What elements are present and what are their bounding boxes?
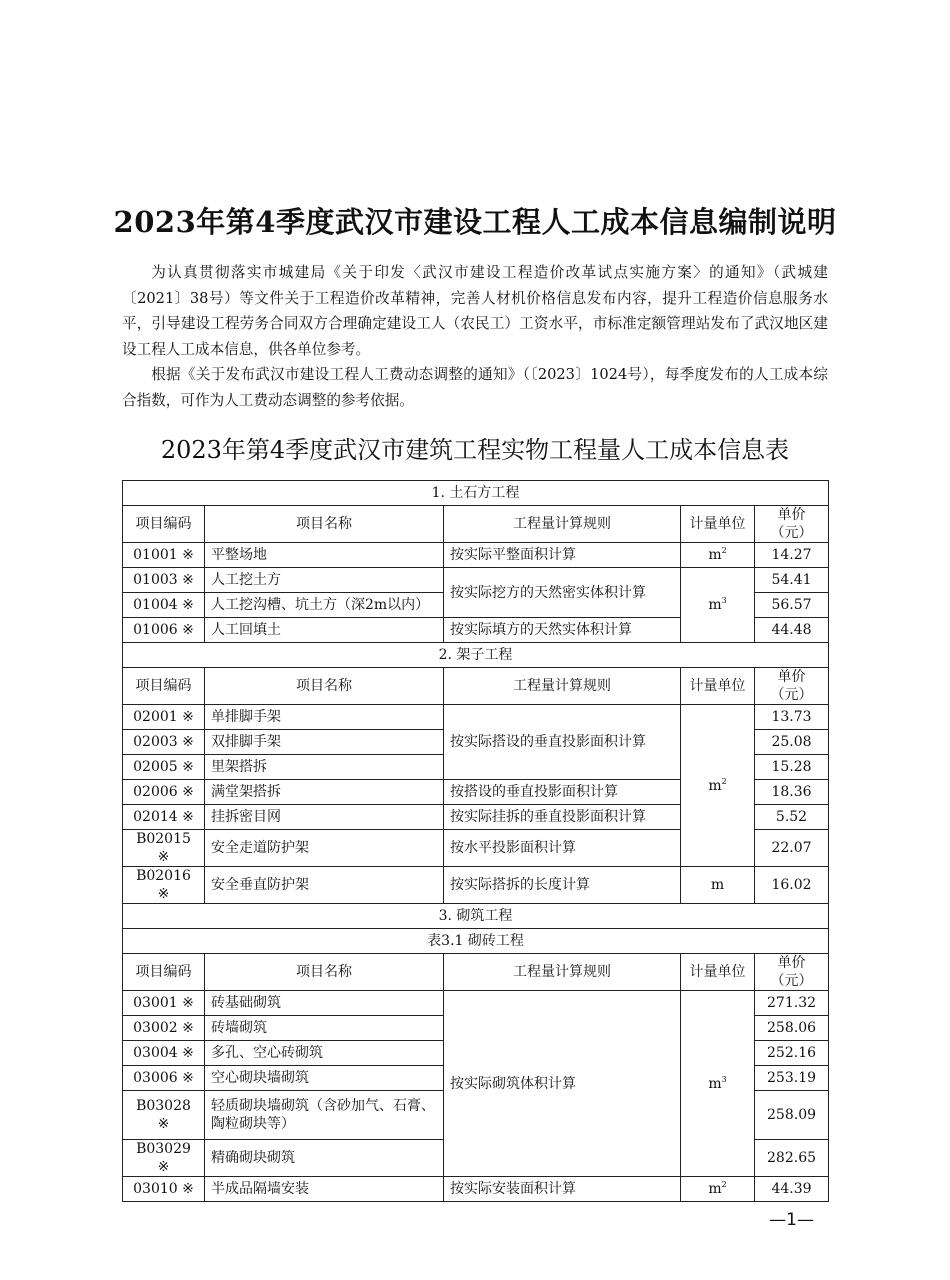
table-row: [123, 867, 829, 904]
document-title: 2023年第4季度武汉市建设工程人工成本信息编制说明: [113, 205, 837, 239]
header-price: 单价（元）: [755, 668, 829, 705]
table-row: [123, 1177, 829, 1202]
item-price: 258.09: [755, 1091, 829, 1140]
header-unit: 计量单位: [681, 668, 755, 705]
item-name: 半成品隔墙安装: [205, 1177, 444, 1202]
item-name: 轻质砌块墙砌筑（含砂加气、石膏、陶粒砌块等）: [205, 1091, 444, 1140]
header-price: 单价（元）: [755, 954, 829, 991]
column-header-row: [123, 954, 829, 991]
item-price: 13.73: [755, 705, 829, 730]
item-code: 02003 ※: [123, 730, 205, 755]
subsection-header-row: [123, 929, 829, 954]
item-name: 单排脚手架: [205, 705, 444, 730]
item-code: 02014 ※: [123, 805, 205, 830]
item-name: 满堂架搭拆: [205, 780, 444, 805]
item-rule: 按实际挂拆的垂直投影面积计算: [444, 805, 681, 830]
item-code: B03029 ※: [123, 1140, 205, 1177]
item-rule: 按实际挖方的天然密实体积计算: [444, 568, 681, 618]
item-name: 双排脚手架: [205, 730, 444, 755]
header-rule: 工程量计算规则: [444, 506, 681, 543]
item-price: 18.36: [755, 780, 829, 805]
subsection-title: 表3.1 砌砖工程: [123, 929, 829, 954]
item-price: 16.02: [755, 867, 829, 904]
section-title: 3. 砌筑工程: [123, 904, 829, 929]
item-rule: 按实际搭设的垂直投影面积计算: [444, 705, 681, 780]
item-name: 人工回填土: [205, 618, 444, 643]
item-code: 02006 ※: [123, 780, 205, 805]
table-row: [123, 543, 829, 568]
item-code: 02001 ※: [123, 705, 205, 730]
table-row: [123, 991, 829, 1016]
item-price: 271.32: [755, 991, 829, 1016]
header-name: 项目名称: [205, 954, 444, 991]
item-price: 56.57: [755, 593, 829, 618]
header-code: 项目编码: [123, 954, 205, 991]
item-code: 01004 ※: [123, 593, 205, 618]
item-name: 挂拆密目网: [205, 805, 444, 830]
intro-paragraph-2: 根据《关于发布武汉市建设工程人工费动态调整的通知》（〔2023〕1024号），每季度发布的人工成本综合指数，可作为人工费动态调整的参考依据。: [122, 366, 828, 409]
item-name: 空心砌块墙砌筑: [205, 1066, 444, 1091]
item-name: 安全走道防护架: [205, 830, 444, 867]
item-name: 平整场地: [205, 543, 444, 568]
item-price: 22.07: [755, 830, 829, 867]
item-unit: $m^3$: [681, 991, 755, 1177]
item-code: 01006 ※: [123, 618, 205, 643]
item-price: 14.27: [755, 543, 829, 568]
page-number: —1—: [769, 1210, 814, 1230]
item-price: 252.16: [755, 1041, 829, 1066]
header-name: 项目名称: [205, 506, 444, 543]
item-code: B03028 ※: [123, 1091, 205, 1140]
header-name: 项目名称: [205, 668, 444, 705]
item-name: 砖墙砌筑: [205, 1016, 444, 1041]
item-rule: 按实际安装面积计算: [444, 1177, 681, 1202]
item-code: 01001 ※: [123, 543, 205, 568]
item-price: 25.08: [755, 730, 829, 755]
item-price: 253.19: [755, 1066, 829, 1091]
item-name: 里架搭拆: [205, 755, 444, 780]
item-unit: $m^2$: [681, 1177, 755, 1202]
column-header-row: [123, 506, 829, 543]
item-name: 砖基础砌筑: [205, 991, 444, 1016]
item-code: 03004 ※: [123, 1041, 205, 1066]
header-code: 项目编码: [123, 668, 205, 705]
item-code: 03002 ※: [123, 1016, 205, 1041]
item-code: B02016 ※: [123, 867, 205, 904]
item-name: 多孔、空心砖砌筑: [205, 1041, 444, 1066]
item-price: 54.41: [755, 568, 829, 593]
labor-cost-table: [122, 480, 829, 1202]
item-price: 15.28: [755, 755, 829, 780]
item-rule: 按实际平整面积计算: [444, 543, 681, 568]
item-code: 03001 ※: [123, 991, 205, 1016]
header-unit: 计量单位: [681, 506, 755, 543]
header-unit: 计量单位: [681, 954, 755, 991]
item-rule: 按实际填方的天然实体积计算: [444, 618, 681, 643]
item-code: 03006 ※: [123, 1066, 205, 1091]
item-price: 5.52: [755, 805, 829, 830]
item-code: 03010 ※: [123, 1177, 205, 1202]
header-code: 项目编码: [123, 506, 205, 543]
header-price: 单价（元）: [755, 506, 829, 543]
item-price: 258.06: [755, 1016, 829, 1041]
item-price: 282.65: [755, 1140, 829, 1177]
item-code: 01003 ※: [123, 568, 205, 593]
item-rule: 按实际砌筑体积计算: [444, 991, 681, 1177]
item-name: 人工挖沟槽、坑土方（深2m以内）: [205, 593, 444, 618]
section-header-row: [123, 904, 829, 929]
item-rule: 按水平投影面积计算: [444, 830, 681, 867]
item-code: B02015 ※: [123, 830, 205, 867]
item-rule: 按搭设的垂直投影面积计算: [444, 780, 681, 805]
column-header-row: [123, 668, 829, 705]
section-title: 1. 土石方工程: [123, 481, 829, 506]
header-rule: 工程量计算规则: [444, 954, 681, 991]
intro-text: [122, 260, 828, 413]
item-code: 02005 ※: [123, 755, 205, 780]
item-price: 44.48: [755, 618, 829, 643]
section-header-row: [123, 643, 829, 668]
header-rule: 工程量计算规则: [444, 668, 681, 705]
item-price: 44.39: [755, 1177, 829, 1202]
item-unit: m: [681, 867, 755, 904]
item-unit: $m^2$: [681, 705, 755, 867]
table-row: [123, 705, 829, 730]
item-rule: 按实际搭拆的长度计算: [444, 867, 681, 904]
item-name: 人工挖土方: [205, 568, 444, 593]
item-name: 安全垂直防护架: [205, 867, 444, 904]
table-row: [123, 568, 829, 593]
section-title: 2. 架子工程: [123, 643, 829, 668]
item-unit: $m^2$: [681, 543, 755, 568]
table-title: 2023年第4季度武汉市建筑工程实物工程量人工成本信息表: [160, 436, 790, 464]
section-header-row: [123, 481, 829, 506]
item-name: 精确砌块砌筑: [205, 1140, 444, 1177]
item-unit: $m^3$: [681, 568, 755, 643]
intro-paragraph-1: 为认真贯彻落实市城建局《关于印发〈武汉市建设工程造价改革试点实施方案〉的通知》（武城建〔2021〕38号）等文件关于工程造价改革精神，完善人材机价格信息发布内容，提升工程造价信息服务水平，引导建设工程劳务合同双方合理确定建设工人（农民工）工资水平，市标准定额管理站发布了武汉地区建设工程人工成本信息，供各单位参考。: [122, 264, 828, 358]
